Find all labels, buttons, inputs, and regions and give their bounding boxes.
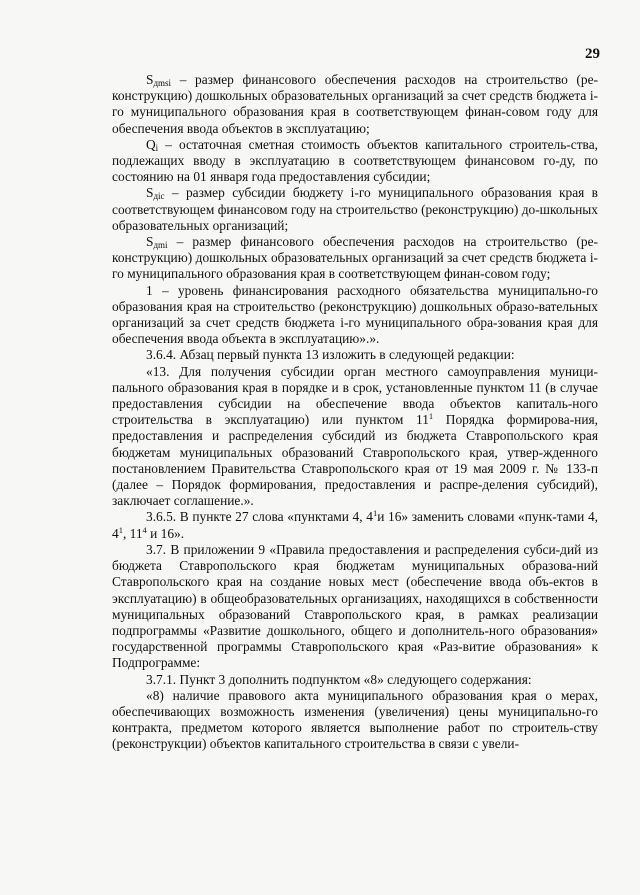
- paragraph-text: «13. Для получения субсидии орган местного самоуправления муници-пального образования края в порядке и в срок, установленные пунктом 11 (в случае предоставления субсидии на обеспечение ввода объектов капиталь-ного строительства в эксплуатацию) или пунктом 11: [112, 363, 598, 428]
- paragraph-level: 1 – уровень финансирования расходного обязательства муниципально-го образования края на строительство (реконструкцию) дошкольных образо-вательных организаций за счет средств бюджета i-го муниципального обра-зования края для обеспечения ввода объекта в эксплуатацию».».: [112, 282, 598, 347]
- symbol: S: [146, 72, 154, 87]
- paragraph-text: – размер финансового обеспечения расходов на строительство (ре-конструкцию) дошкольных образовательных организаций за счет средств бюджета i-го муниципального образования края в соответствующем финан-совом году;: [112, 234, 598, 282]
- symbol: S: [146, 185, 154, 201]
- paragraph-s-dmsi: [112, 72, 598, 137]
- paragraph-3-6-5: [112, 509, 598, 541]
- paragraph-item-8: «8) наличие правового акта муниципального образования края о мерах, обеспечивающих возможность изменения (увеличения) цены муниципально-го контракта, предметом которого является выполнение работ по строитель-ству (реконструкции) объектов капитального строительства в связи с увели-: [112, 687, 598, 752]
- paragraph-3-6-4: 3.6.4. Абзац первый пункта 13 изложить в следующей редакции:: [146, 347, 515, 363]
- symbol: Q: [146, 136, 156, 152]
- paragraph-3-7: 3.7. В приложении 9 «Правила предоставления и распределения субси-дий из бюджета Ставропольского края бюджетам муниципальных образова-ний Ставропольского края на создание новых мест (обеспечение ввода объ-ектов в эксплуатацию) в общеобразовательных организациях, находящихся в собственности муниципальных образований Ставропольского края, в рамках реализации подпрограммы «Развитие дошкольного, общего и дополнитель-ного образования» государственной программы Ставропольского края «Раз-витие образования» к Подпрограмме:: [112, 541, 598, 671]
- symbol-subscript: дic: [153, 191, 165, 202]
- paragraph-text: – размер субсидии бюджету i-го муниципального образования края в соответствующем финансовом году на строительство (реконструкцию) до-школьных образовательных организаций;: [112, 185, 598, 233]
- symbol-subscript: дmsi: [153, 78, 172, 88]
- superscript: 4: [142, 524, 147, 535]
- page-number: 29: [585, 46, 600, 62]
- symbol-subscript: i: [155, 142, 159, 153]
- paragraph-text: 3.6.5. В пункте 27 слова «пунктами 4, 4: [146, 509, 373, 525]
- superscript: 1: [372, 508, 378, 519]
- paragraph-item-13: [112, 364, 598, 510]
- symbol: S: [146, 234, 154, 250]
- paragraph-text: и 16» заменить словами «пунк-тами 4, 4: [112, 509, 598, 541]
- paragraph-text: , 11: [122, 525, 143, 541]
- paragraph-text: и 16».: [146, 525, 185, 541]
- paragraph-3-7-1: 3.7.1. Пункт 3 дополнить подпунктом «8» следующего содержания:: [146, 671, 532, 687]
- paragraph-s-dic: [112, 185, 598, 234]
- paragraph-s-dmi: [112, 234, 598, 283]
- document-body: [112, 72, 598, 753]
- paragraph-text: – размер финансового обеспечения расходов на строительство (ре-конструкцию) дошкольных образовательных организаций за счет средств бюджета i-го муниципального образования края в соответствующем финан-совом году для обеспечения ввода объектов в эксплуатацию;: [112, 72, 598, 136]
- symbol-subscript: дmi: [153, 240, 168, 251]
- paragraph-q-i: [112, 137, 598, 186]
- paragraph-text: Порядка формирова-ния, предоставления и распределения субсидий из бюджета Ставропольского края бюджетам муниципальных образований Ставропольского края, утвер-жденного постановлением Правительства Ставропольского края от 19 мая 2009 г. № 133-п (далее – Порядок формирования, предоставления и распре-деления субсидий), заключает соглашение.».: [112, 412, 599, 509]
- paragraph-text: – остаточная сметная стоимость объектов капитального строитель-ства, подлежащих вводу в эксплуатацию в соответствующем финансовом го-ду, по состоянию на 01 января года предоставления субсидии;: [112, 136, 598, 185]
- superscript: 1: [428, 411, 434, 422]
- superscript: 1: [118, 524, 123, 535]
